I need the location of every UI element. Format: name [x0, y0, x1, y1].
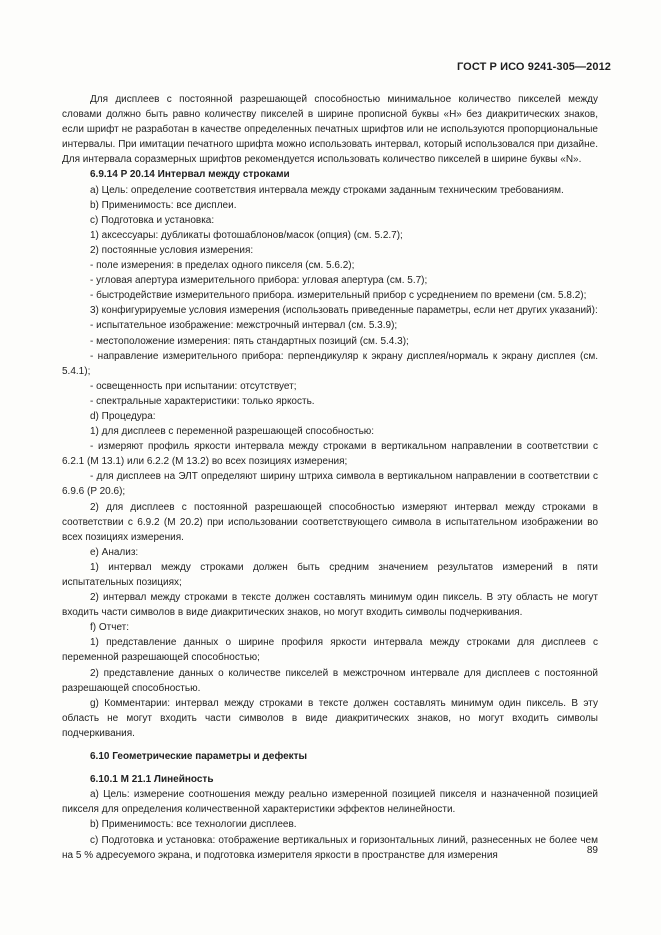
paragraph: 2) представление данных о количестве пикселей в межстрочном интервале для дисплеев с постоянной разрешающей способностью.	[62, 667, 598, 694]
paragraph: a) Цель: определение соответствия интервала между строками заданным техническим требованиям.	[90, 184, 564, 196]
paragraph: c) Подготовка и установка: отображение вертикальных и горизонтальных линий, разнесенных не более чем на 5 % адресуемого экрана, и подготовка измерителя яркости в пространстве для измерения	[62, 834, 598, 861]
paragraph: - для дисплеев на ЭЛТ определяют ширину штриха символа в вертикальном направлении в соответствии с 6.9.6 (P 20.6);	[62, 471, 598, 498]
paragraph: d) Процедура:	[90, 410, 156, 422]
paragraph: Для дисплеев с постоянной разрешающей способностью минимальное количество пикселей между словами должно быть равно количеству пикселей в ширине прописной буквы «H» без диакритических знаков, если шрифт не разработан в качестве определенных печатных шрифтов или не используются пропорциональные интервалы. При имитации печатного шрифта можно использовать интервал, который использовался при дизайне. Для интервала соразмерных шрифтов рекомендуется использовать количество пикселей в ширине буквы «N».	[62, 94, 598, 166]
paragraph: - измеряют профиль яркости интервала между строками в вертикальном направлении в соответствии с 6.2.1 (M 13.1) или 6.2.2 (M 13.2) во всех позициях измерения;	[62, 441, 598, 468]
paragraph: - угловая апертура измерительного прибора: угловая апертура (см. 5.7);	[90, 275, 428, 287]
document-body	[62, 92, 598, 863]
paragraph: b) Применимость: все технологии дисплеев.	[90, 819, 297, 831]
document-header: ГОСТ Р ИСО 9241-305—2012	[456, 61, 611, 73]
paragraph: 1) интервал между строками должен быть средним значением результатов измерений в пяти испытательных позициях;	[62, 561, 598, 588]
paragraph: c) Подготовка и установка:	[90, 214, 215, 226]
paragraph: 2) постоянные условия измерения:	[90, 244, 254, 256]
section-heading: 6.9.14 P 20.14 Интервал между строками	[90, 169, 290, 181]
page-number: 89	[586, 845, 598, 856]
paragraph: 1) представление данных о ширине профиля яркости интервала между строками для дисплеев с переменной разрешающей способностью;	[62, 637, 598, 664]
paragraph: - местоположение измерения: пять стандартных позиций (см. 5.4.3);	[90, 335, 409, 347]
paragraph: - спектральные характеристики: только яркость.	[90, 395, 315, 407]
paragraph: 1) для дисплеев с переменной разрешающей способностью:	[90, 426, 375, 438]
paragraph: - направление измерительного прибора: перпендикуляр к экрану дисплея/нормаль к экрану дисплея (см. 5.4.1);	[62, 350, 598, 377]
paragraph: b) Применимость: все дисплеи.	[90, 199, 237, 211]
section-heading: 6.10.1 M 21.1 Линейность	[90, 774, 214, 786]
paragraph: e) Анализ:	[90, 546, 139, 558]
paragraph: - поле измерения: в пределах одного пикселя (см. 5.6.2);	[90, 260, 355, 272]
section-heading: 6.10 Геометрические параметры и дефекты	[90, 751, 308, 763]
paragraph: 2) интервал между строками в тексте должен составлять минимум один пиксель. В эту область не могут входить части символов в виде диакритических знаков, но могут входить символы подчеркивания.	[62, 592, 598, 619]
paragraph: f) Отчет:	[90, 622, 130, 634]
paragraph: a) Цель: измерение соотношения между реально измеренной позицией пикселя и назначенной позицией пикселя для определения количественной характеристики эффектов нелинейности.	[62, 789, 598, 816]
paragraph: - освещенность при испытании: отсутствует;	[90, 380, 297, 392]
paragraph: 3) конфигурируемые условия измерения (использовать приведенные параметры, если нет других указаний):	[90, 305, 598, 317]
paragraph: 1) аксессуары: дубликаты фотошаблонов/масок (опция) (см. 5.2.7);	[90, 229, 403, 241]
paragraph: g) Комментарии: интервал между строками в тексте должен составлять минимум один пиксель. В эту область не могут входить части символов в виде диакритических знаков, но могут входить символы подчеркивания.	[62, 697, 598, 739]
paragraph: - испытательное изображение: межстрочный интервал (см. 5.3.9);	[90, 320, 398, 332]
paragraph: - быстродействие измерительного прибора. измерительный прибор с усреднением по времени (см. 5.8.2);	[90, 290, 587, 302]
paragraph: 2) для дисплеев с постоянной разрешающей способностью измеряют интервал между строками в соответствии с 6.9.2 (M 20.2) при использовании соответствующего символа в испытательном изображении во всех позициях измерения.	[62, 501, 598, 543]
